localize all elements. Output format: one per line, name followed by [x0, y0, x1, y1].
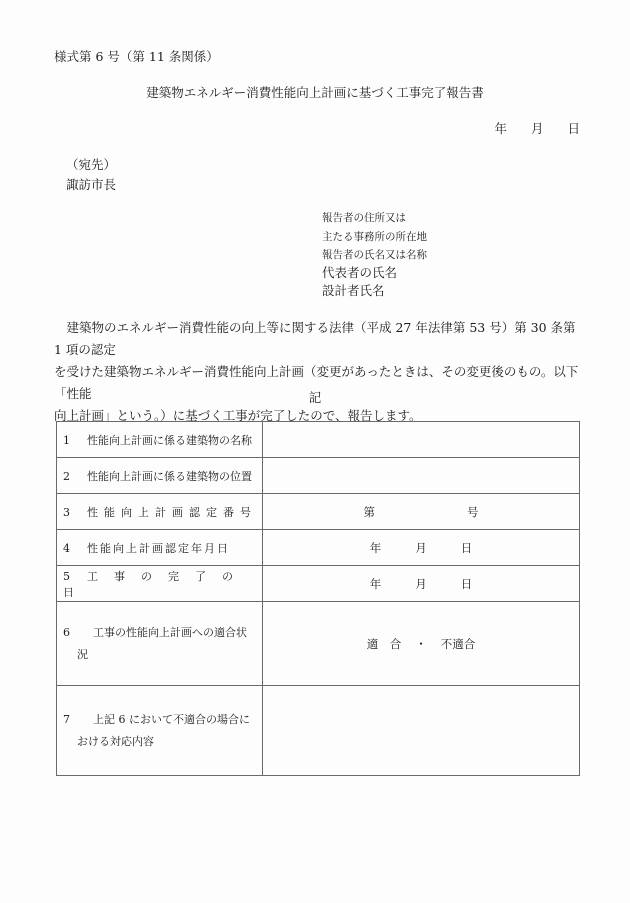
body-line: を受けた建築物エネルギー消費性能向上計画（変更があったときは、その変更後のもの。以下「性能	[54, 364, 579, 401]
ki-heading: 記	[308, 390, 322, 405]
table-row	[57, 566, 580, 602]
table-row	[57, 686, 580, 776]
table-row	[57, 494, 580, 530]
representative-name-label: 代表者の氏名	[322, 265, 398, 280]
row-label: 3 性能向上計画認定番号	[57, 494, 263, 530]
conformity-status-field	[263, 602, 580, 686]
addressee-name: 諏訪市長	[66, 177, 117, 192]
nonconform-option[interactable]: 不適合	[440, 636, 476, 651]
option-separator: ・	[415, 636, 427, 651]
table-row	[57, 602, 580, 686]
row-label: 6 工事の性能向上計画への適合状 況	[57, 602, 263, 686]
report-date	[494, 119, 580, 137]
addressee-label: （宛先）	[66, 157, 117, 172]
completion-date-field[interactable]: 年 月 日	[263, 566, 580, 602]
certification-date-field[interactable]: 年 月 日	[263, 530, 580, 566]
report-body	[54, 317, 584, 427]
row-label: 4 性能向上計画認定年月日	[57, 530, 263, 566]
building-name-field[interactable]	[263, 422, 580, 458]
certification-number-field[interactable]: 第 号	[263, 494, 580, 530]
form-number: 様式第 6 号（第 11 条関係）	[54, 49, 219, 64]
row-label: 1 性能向上計画に係る建築物の名称	[57, 422, 263, 458]
reporter-office-label: 主たる事務所の所在地	[322, 231, 427, 243]
row-label: 2 性能向上計画に係る建築物の位置	[57, 458, 263, 494]
row-label: 7 上記 6 において不適合の場合に おける対応内容	[57, 686, 263, 776]
designer-name-label: 設計者氏名	[322, 283, 385, 298]
table-row	[57, 530, 580, 566]
document-title: 建築物エネルギー消費性能向上計画に基づく工事完了報告書	[146, 85, 484, 100]
row-label: 5 工事の完了の日	[57, 566, 263, 602]
date-year-label: 年	[494, 121, 507, 136]
table-row	[57, 458, 580, 494]
body-line: 向上計画」という。）に基づく工事が完了したので、報告します。	[54, 408, 422, 423]
table-row	[57, 422, 580, 458]
date-month-label: 月	[530, 121, 544, 136]
reporter-name-label: 報告者の氏名又は名称	[322, 249, 427, 261]
building-location-field[interactable]	[263, 458, 580, 494]
reporter-address-label: 報告者の住所又は	[322, 212, 406, 224]
nonconformity-response-field[interactable]	[263, 686, 580, 776]
date-day-label: 日	[567, 121, 580, 136]
conform-option[interactable]: 適 合	[366, 636, 402, 651]
body-line: 建築物のエネルギー消費性能の向上等に関する法律（平成 27 年法律第 53 号）第 30 条第 1 項の認定	[54, 320, 576, 357]
report-items-table	[56, 421, 580, 776]
